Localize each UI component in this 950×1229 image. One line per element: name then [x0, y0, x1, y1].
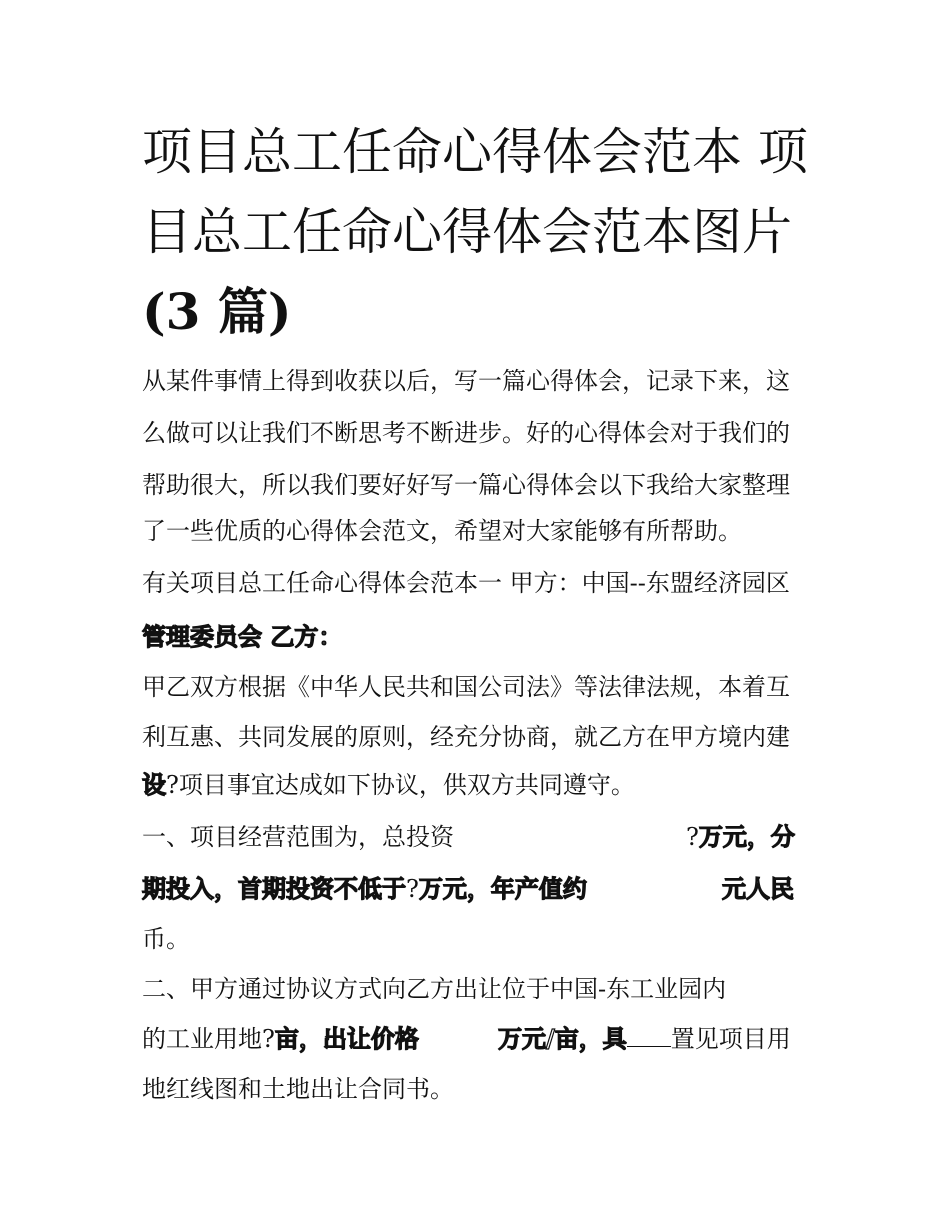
- intro-line-3: 帮助很大，所以我们要好好写一篇心得体会以下我给大家整理: [142, 471, 790, 499]
- placeholder-mark: ?: [262, 1025, 275, 1053]
- section1-line-1: 有关项目总工任命心得体会范本一 甲方：中国--东盟经济园区: [142, 569, 790, 597]
- title-line-3: (3 篇): [142, 282, 292, 341]
- outlined-text: 万元，分: [698, 822, 795, 851]
- outlined-text: 期投入，首期投资不低于: [142, 874, 406, 903]
- item2-line-2-text: 的工业用地: [142, 1025, 262, 1053]
- outlined-text: 万元，年产值约: [418, 874, 587, 903]
- item2-line-3: 地红线图和土地出让合同书。: [142, 1075, 454, 1103]
- title-line-1: 项目总工任命心得体会范本 项: [142, 123, 808, 181]
- document-title: [142, 112, 822, 352]
- item1-line-3: 币。: [142, 925, 190, 953]
- fill-in-blank: [627, 1024, 671, 1047]
- intro-line-2: 么做可以让我们不断思考不断进步。好的心得体会对于我们的: [142, 419, 790, 447]
- outlined-text: 万元/亩，具: [498, 1024, 627, 1053]
- placeholder-mark: ?: [406, 875, 419, 903]
- section1-line-2: [142, 622, 342, 652]
- item1-line-1: 一、项目经营范围为，总投资: [142, 823, 454, 851]
- item2-line-1: 二、甲方通过协议方式向乙方出让位于中国-东工业园内: [142, 975, 727, 1003]
- item2-line-2: [142, 1024, 419, 1054]
- intro-line-4: 了一些优质的心得体会范文，希望对大家能够有所帮助。: [142, 517, 742, 545]
- intro-line-1: 从某件事情上得到收获以后，写一篇心得体会，记录下来，这: [142, 367, 790, 395]
- item2-line-2-right: [498, 1024, 791, 1054]
- placeholder-mark: ?: [686, 823, 699, 851]
- outlined-text: 管理委员会 乙方：: [142, 622, 343, 651]
- outlined-text: 亩，出让价格: [274, 1024, 419, 1053]
- item1-line-1-right: [686, 822, 795, 852]
- outlined-text: 设: [142, 770, 166, 799]
- para1-line-2: 利互惠、共同发展的原则，经充分协商，就乙方在甲方境内建: [142, 723, 790, 751]
- para1-line-3-text: ?项目事宜达成如下协议，供双方共同遵守。: [166, 771, 635, 799]
- item1-line-2: [142, 874, 587, 904]
- outlined-text: 元人民: [722, 874, 794, 903]
- item2-line-2-rest: 置见项目用: [670, 1025, 791, 1053]
- para1-line-3: [142, 770, 635, 800]
- item1-line-2-right: [722, 874, 794, 904]
- para1-line-1: 甲乙双方根据《中华人民共和国公司法》等法律法规，本着互: [142, 673, 790, 701]
- title-line-2: 目总工任命心得体会范本图片: [142, 203, 792, 261]
